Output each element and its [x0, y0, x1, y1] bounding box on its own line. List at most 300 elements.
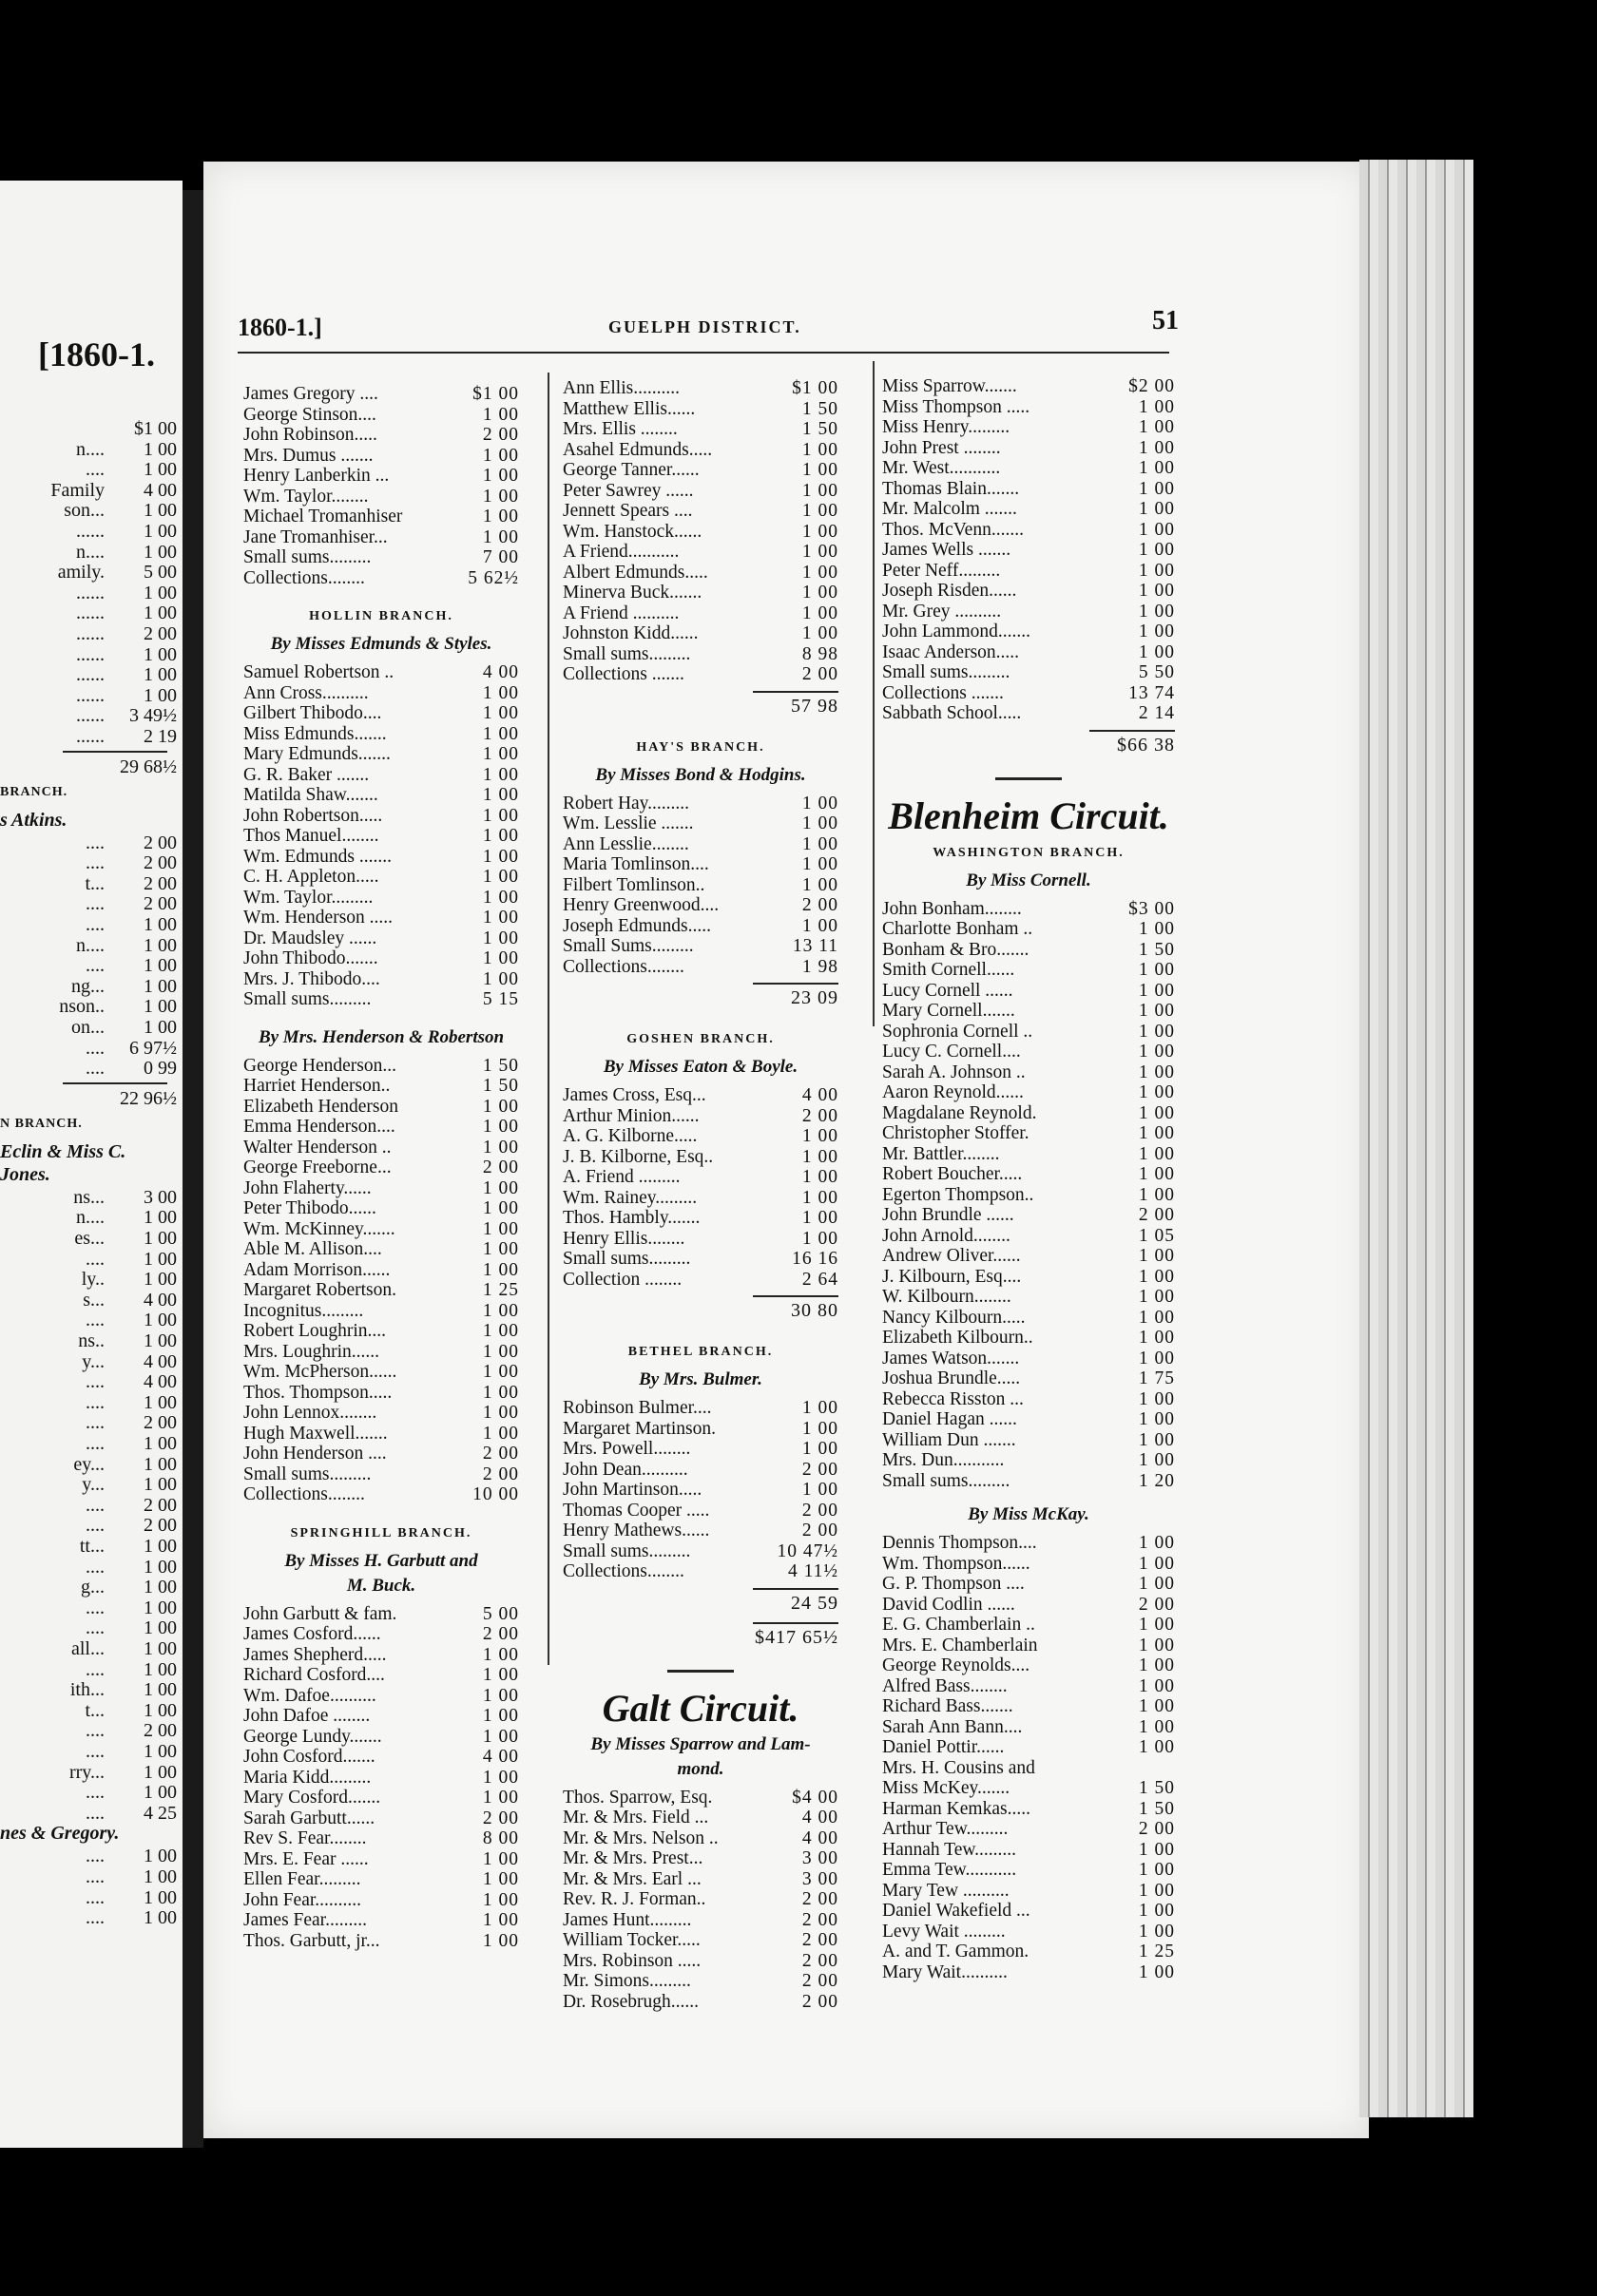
ledger-row	[563, 378, 838, 399]
left-row-amount: 1 00	[144, 914, 177, 935]
ledger-row	[243, 1747, 519, 1768]
donation-amount: 1 00	[1138, 622, 1175, 641]
donation-amount: 2 00	[801, 1521, 838, 1540]
ledger-row	[243, 1342, 519, 1363]
donation-amount: 4 00	[482, 662, 519, 682]
left-row-text: y...	[82, 1474, 105, 1496]
donation-amount: 1 00	[482, 948, 519, 968]
donor-name: John Dafoe ........	[243, 1706, 371, 1726]
ledger-row	[563, 1126, 838, 1147]
ledger-row	[882, 1758, 1175, 1779]
left-row-amount: 1 00	[144, 1310, 177, 1331]
donor-name: James Wells .......	[882, 540, 1011, 560]
left-row-amount: 1 00	[144, 1577, 177, 1598]
left-page	[0, 181, 183, 2148]
ledger-row	[563, 1930, 838, 1951]
ledger-row	[243, 1604, 519, 1625]
donation-amount: 1 00	[801, 1480, 838, 1500]
donor-name: Peter Sawrey ......	[563, 480, 694, 501]
donor-name: Magdalane Reynold.	[882, 1102, 1037, 1123]
left-row-text: s...	[83, 1289, 105, 1311]
ledger-row	[243, 547, 519, 568]
ledger-row	[882, 1144, 1175, 1165]
donor-name: Matilda Shaw.......	[243, 785, 378, 805]
donation-amount: 1 00	[482, 1239, 519, 1259]
donor-name: John Thibodo.......	[243, 948, 378, 968]
ledger-row	[882, 1717, 1175, 1738]
donation-amount: 1 00	[482, 867, 519, 887]
donor-name: Emma Henderson....	[243, 1117, 395, 1137]
ledger-row	[882, 1574, 1175, 1595]
ledger-row	[563, 1270, 838, 1291]
left-row-amount: 1 00	[144, 1699, 177, 1721]
donation-amount: 1 00	[1138, 437, 1175, 458]
donor-name: Mary Cosford.......	[243, 1788, 381, 1808]
ledger-row	[882, 1595, 1175, 1616]
ledger-row	[882, 1533, 1175, 1554]
donation-amount: 1 00	[1138, 396, 1175, 417]
donor-name: Wm. Rainey.........	[563, 1187, 698, 1208]
donor-name: John Prest ........	[882, 437, 1001, 458]
left-row-amount: 1 00	[144, 1658, 177, 1680]
donation-amount: 10 00	[472, 1484, 519, 1504]
donation-amount: 1 00	[801, 833, 838, 854]
donor-name: Maria Kidd.........	[243, 1767, 372, 1788]
left-row-amount: 2 00	[144, 1412, 177, 1434]
section-total: $66 38	[1117, 734, 1175, 756]
ledger-row	[882, 1022, 1175, 1043]
donor-name: Mr. & Mrs. Field ...	[563, 1808, 709, 1827]
left-row-text: g...	[81, 1577, 105, 1598]
ledger-row	[882, 540, 1175, 561]
donor-name: Mr. Simons.........	[563, 1971, 691, 1991]
ledger-row	[563, 664, 838, 685]
ledger-row	[563, 1147, 838, 1168]
donation-amount: 1 00	[482, 1423, 519, 1444]
left-row-amount: 1 00	[144, 582, 177, 603]
donor-name: James Cross, Esq...	[563, 1085, 706, 1105]
donor-name: Egerton Thompson..	[882, 1184, 1034, 1205]
donation-amount: 2 00	[482, 425, 519, 445]
donation-amount: 1 25	[1138, 1942, 1175, 1961]
left-row-amount: 1 00	[144, 1248, 177, 1270]
left-row-text: ....	[86, 1782, 105, 1804]
donor-name: William Tocker.....	[563, 1930, 701, 1950]
donation-amount: $2 00	[1128, 376, 1175, 396]
left-row-text: ....	[86, 1741, 105, 1762]
ledger-row	[563, 1869, 838, 1890]
column-divider	[548, 373, 549, 1665]
section-title: SPRINGHILL BRANCH.	[290, 1525, 472, 1540]
donor-name: Sophronia Cornell ..	[882, 1021, 1033, 1042]
ledger-row	[882, 960, 1175, 981]
ledger-row	[882, 1799, 1175, 1820]
donation-amount: 1 00	[482, 1930, 519, 1951]
left-row-text: ....	[86, 893, 105, 915]
donation-amount: 1 00	[1138, 960, 1175, 980]
donation-amount: 1 00	[482, 1300, 519, 1321]
donation-amount: 8 98	[801, 643, 838, 664]
donation-amount: 1 00	[482, 466, 519, 486]
donor-name: A Friend...........	[563, 542, 680, 562]
col1-list-a	[243, 384, 519, 588]
donation-amount: 1 00	[482, 1259, 519, 1280]
left-row-text: ....	[86, 1037, 105, 1059]
ledger-row	[882, 1778, 1175, 1799]
donation-amount: 1 00	[801, 623, 838, 643]
ledger-row	[243, 683, 519, 704]
left-row-amount: 1 00	[144, 1536, 177, 1557]
ledger-row	[563, 1460, 838, 1481]
donation-amount: 1 00	[482, 682, 519, 703]
donation-amount: $1 00	[472, 384, 519, 404]
left-row-amount: 2 00	[144, 1720, 177, 1742]
donor-name: Joseph Risden......	[882, 581, 1017, 601]
ledger-row	[882, 1676, 1175, 1697]
donor-name: Richard Bass.......	[882, 1696, 1013, 1716]
ledger-row	[243, 1403, 519, 1424]
donor-name: Johnston Kidd......	[563, 623, 699, 643]
header-title: GUELPH DISTRICT.	[608, 317, 801, 336]
ledger-row	[882, 561, 1175, 582]
left-row-amount: 1 00	[144, 955, 177, 977]
donation-amount: 1 00	[801, 542, 838, 562]
ledger-row	[882, 1042, 1175, 1062]
donor-name: John Martinson.....	[563, 1480, 702, 1500]
left-row-amount: 1 00	[144, 1269, 177, 1291]
donor-name: George Tanner......	[563, 460, 700, 480]
ledger-row	[563, 1501, 838, 1521]
ledger-row	[882, 1226, 1175, 1247]
donor-name: Wm. Hanstock......	[563, 521, 702, 542]
donation-amount: 1 00	[1138, 1635, 1175, 1655]
donor-name: Gilbert Thibodo....	[243, 703, 382, 723]
donor-name: John Dean..........	[563, 1459, 688, 1480]
ledger-row	[882, 1942, 1175, 1962]
donation-amount: 1 00	[801, 562, 838, 583]
left-row-text: n....	[76, 438, 105, 460]
ledger-row	[882, 1962, 1175, 1983]
donation-amount: 2 00	[801, 1105, 838, 1126]
donor-name: W. Kilbourn........	[882, 1287, 1011, 1307]
left-row-text: ....	[86, 1391, 105, 1413]
section-title: GOSHEN BRANCH.	[626, 1032, 775, 1046]
left-row-amount: 1 00	[144, 521, 177, 542]
section-byline: By Miss Cornell.	[966, 870, 1091, 890]
ledger-row	[563, 1106, 838, 1127]
ledger-row	[243, 908, 519, 928]
ledger-row	[243, 384, 519, 405]
donor-name: Thos Manuel........	[243, 826, 379, 846]
donor-name: Maria Tomlinson....	[563, 854, 709, 874]
donor-name: Incognitus.........	[243, 1300, 364, 1321]
donor-name: Sarah Garbutt......	[243, 1808, 375, 1828]
donor-name: Alfred Bass........	[882, 1675, 1008, 1696]
header-year: 1860-1.]	[238, 314, 322, 341]
ledger-row	[243, 703, 519, 724]
left-row-text: ....	[86, 1866, 105, 1887]
ledger-row	[243, 1484, 519, 1505]
donation-amount: 1 00	[482, 887, 519, 908]
donor-name: Thomas Cooper .....	[563, 1500, 710, 1521]
ledger-row	[243, 1788, 519, 1808]
donation-amount: 1 00	[1138, 478, 1175, 499]
donor-name: Mrs. Powell........	[563, 1439, 691, 1459]
page-edges	[1359, 160, 1473, 2117]
donor-name: Small sums.........	[882, 662, 1010, 682]
donation-amount: 1 00	[482, 1726, 519, 1747]
ledger-row	[243, 867, 519, 888]
donor-name: James Cosford......	[243, 1624, 381, 1644]
donor-name: Dennis Thompson....	[882, 1533, 1037, 1553]
donation-amount: 1 00	[482, 507, 519, 526]
donation-amount: 1 00	[1138, 581, 1175, 601]
left-row-text: ....	[86, 1802, 105, 1824]
ledger-row	[243, 1158, 519, 1178]
section-byline: By Miss McKay.	[968, 1504, 1089, 1524]
donor-name: Mr. & Mrs. Earl ...	[563, 1868, 702, 1889]
ledger-row	[563, 813, 838, 834]
left-row-amount: 1 00	[144, 1556, 177, 1578]
donation-amount: 4 00	[801, 1808, 838, 1827]
ledger-row	[882, 499, 1175, 520]
column-divider	[873, 361, 875, 1026]
donor-name: Nancy Kilbourn.....	[882, 1307, 1026, 1328]
left-row-amount: 2 00	[144, 872, 177, 894]
donation-amount: 1 00	[482, 1341, 519, 1362]
ledger-row	[563, 1971, 838, 1992]
donation-amount: 1 00	[801, 521, 838, 542]
left-row-text: ......	[76, 726, 105, 747]
donation-amount: 1 00	[482, 1644, 519, 1665]
section-title: WASHINGTON BRANCH.	[933, 845, 1125, 860]
section-total: 24 59	[791, 1592, 838, 1614]
ledger-row	[882, 1287, 1175, 1308]
donation-amount: 1 00	[1138, 1266, 1175, 1287]
donation-amount: 1 00	[1138, 1921, 1175, 1942]
donation-amount: 1 00	[482, 1362, 519, 1382]
donor-name: Wm. Lesslie .......	[563, 813, 694, 833]
donation-amount: 1 00	[1138, 1062, 1175, 1082]
donation-amount: 2 00	[482, 1624, 519, 1644]
donor-name: Mary Cornell.......	[882, 1001, 1015, 1021]
left-row-amount: 1 00	[144, 1782, 177, 1804]
ledger-row	[243, 1645, 519, 1666]
left-row-text: ....	[86, 1371, 105, 1393]
section-total: 23 09	[791, 987, 838, 1008]
donor-name: Collections .......	[563, 664, 684, 684]
donation-amount: 1 00	[1138, 1880, 1175, 1901]
col2-list-d	[563, 1398, 838, 1582]
donor-name: James Fear.........	[243, 1910, 367, 1930]
donor-name: Robinson Bulmer....	[563, 1398, 712, 1418]
donation-amount: 1 00	[1138, 1328, 1175, 1348]
donor-name: Dr. Maudsley ......	[243, 928, 377, 948]
ledger-row	[882, 981, 1175, 1002]
circuit-rule	[667, 1670, 734, 1673]
left-row-text: amily.	[57, 562, 105, 584]
donor-name: Mr. Grey ..........	[882, 601, 1002, 622]
col2-list-c	[563, 1085, 838, 1290]
left-total-rule	[63, 751, 167, 753]
ledger-row	[563, 1249, 838, 1270]
donor-name: Wm. Henderson .....	[243, 908, 394, 928]
left-row-amount: 1 00	[144, 1846, 177, 1867]
donor-name: Bonham & Bro.......	[882, 939, 1029, 960]
donation-amount: 1 00	[801, 874, 838, 895]
left-row-amount: 5 00	[144, 562, 177, 584]
left-row-amount: 1 00	[144, 1017, 177, 1038]
donation-amount: 1 00	[801, 1228, 838, 1249]
donation-amount: 1 00	[1138, 458, 1175, 478]
donor-name: James Gregory ....	[243, 384, 378, 404]
left-row-text: rry...	[68, 1761, 105, 1783]
donor-name: Adam Morrison......	[243, 1259, 391, 1280]
left-row-amount: 1 00	[144, 438, 177, 460]
left-row-amount: 1 00	[144, 934, 177, 956]
ledger-row	[882, 1308, 1175, 1329]
donor-name: Charlotte Bonham ..	[882, 919, 1033, 939]
donor-name: Small sums.........	[563, 1540, 691, 1561]
donation-amount: 1 00	[1138, 519, 1175, 540]
left-row-text: ......	[76, 705, 105, 727]
donation-amount: 1 00	[482, 1137, 519, 1158]
ledger-row	[243, 1301, 519, 1322]
donation-amount: 1 00	[482, 445, 519, 466]
ledger-row	[243, 1869, 519, 1890]
donation-amount: 1 00	[1138, 540, 1175, 560]
left-row-text: ....	[86, 1248, 105, 1270]
left-row-amount: 1 00	[144, 1330, 177, 1351]
left-row-amount: 2 19	[144, 726, 177, 747]
ledger-row	[882, 1655, 1175, 1676]
ledger-row	[563, 603, 838, 624]
grand-total: $417 65½	[755, 1626, 838, 1648]
donor-name: Sarah A. Johnson ..	[882, 1062, 1026, 1082]
donation-amount: 1 00	[1138, 1287, 1175, 1307]
ledger-row	[882, 1409, 1175, 1430]
donor-name: Wm. Taylor.........	[243, 887, 374, 908]
donor-name: Thos. McVenn.......	[882, 519, 1024, 540]
left-row-text: ng...	[71, 975, 105, 997]
section-title: BETHEL BRANCH.	[627, 1345, 774, 1359]
donor-name: Thomas Blain.......	[882, 478, 1020, 499]
left-row-amount: 4 25	[144, 1802, 177, 1824]
donor-name: Wm. Thompson......	[882, 1553, 1030, 1574]
left-row-amount: 1 00	[144, 1474, 177, 1496]
donation-amount: 2 00	[1138, 1594, 1175, 1615]
donor-name: Jennett Spears ....	[563, 501, 693, 521]
donation-amount: 1 00	[801, 480, 838, 501]
left-row-amount: 1 00	[144, 1886, 177, 1908]
left-row-amount: 1 00	[144, 603, 177, 624]
left-row-text: n....	[76, 541, 105, 563]
donor-name: Richard Cosford....	[243, 1665, 385, 1685]
ledger-row	[243, 1097, 519, 1118]
donor-name: Mrs. Loughrin......	[243, 1341, 379, 1362]
left-row-text: ....	[86, 914, 105, 935]
donor-name: Minerva Buck.......	[563, 583, 702, 603]
ledger-row	[563, 1521, 838, 1541]
section-byline: By Misses Bond & Hodgins.	[595, 764, 806, 785]
left-row-text: ......	[76, 521, 105, 542]
donation-amount: 1 00	[482, 744, 519, 764]
donor-name: J. B. Kilborne, Esq..	[563, 1146, 714, 1167]
left-row-text: ....	[86, 1907, 105, 1929]
left-row-amount: 3 00	[144, 1186, 177, 1208]
donor-name: Small sums.........	[563, 1249, 691, 1269]
donation-amount: 1 00	[482, 404, 519, 425]
donation-amount: 2 00	[801, 895, 838, 915]
donor-name: Miss Thompson .....	[882, 396, 1030, 417]
ledger-row	[243, 446, 519, 467]
circuit-rule	[995, 777, 1062, 780]
ledger-row	[563, 1992, 838, 2013]
donation-amount: $1 00	[792, 378, 838, 398]
donor-name: Filbert Tomlinson..	[563, 874, 705, 895]
donation-amount: 1 00	[482, 1706, 519, 1726]
donation-amount: 1 00	[482, 1788, 519, 1808]
donor-name: Samuel Robertson ..	[243, 662, 394, 682]
left-row-text: ns..	[78, 1330, 105, 1351]
ledger-row	[882, 1185, 1175, 1206]
ledger-row	[243, 948, 519, 969]
donor-name: Walter Henderson ..	[243, 1137, 392, 1158]
donor-name: George Lundy.......	[243, 1726, 382, 1747]
left-row-text: ......	[76, 664, 105, 686]
section-byline: By Misses Eaton & Boyle.	[603, 1057, 798, 1077]
donation-amount: 1 00	[482, 1889, 519, 1910]
ledger-row	[882, 1471, 1175, 1492]
donation-amount: 1 00	[1138, 641, 1175, 662]
left-row-text: ....	[86, 1412, 105, 1434]
ledger-row	[563, 1480, 838, 1501]
donor-name: John Robinson.....	[243, 425, 377, 445]
left-row-amount: 1 00	[144, 1597, 177, 1618]
left-row-amount: 1 00	[144, 459, 177, 481]
donor-name: Peter Thibodo......	[243, 1198, 376, 1218]
col1-list-b	[243, 662, 519, 1010]
left-row-amount: 2 00	[144, 623, 177, 644]
donor-name: Wm. Taylor........	[243, 486, 369, 507]
left-row-text: ....	[86, 1058, 105, 1080]
donor-name: Mr. & Mrs. Prest...	[563, 1848, 703, 1868]
left-row-amount: 1 00	[144, 664, 177, 686]
donation-amount: 1 00	[801, 793, 838, 813]
donor-name: Mr. Battler........	[882, 1143, 1000, 1164]
donation-amount: 1 00	[482, 846, 519, 867]
donor-name: Arthur Tew.........	[882, 1819, 1009, 1839]
donor-name: Daniel Wakefield ...	[882, 1901, 1030, 1921]
donor-name: Joshua Brundle.....	[882, 1368, 1021, 1388]
donation-amount: 1 00	[1138, 1021, 1175, 1042]
donor-name: John Lennox........	[243, 1403, 377, 1423]
donation-amount: 2 00	[801, 1950, 838, 1971]
ledger-row	[243, 1727, 519, 1748]
donor-name: A. Friend .........	[563, 1167, 681, 1187]
donation-amount: 4 00	[801, 1827, 838, 1848]
donation-amount: 2 00	[1138, 1205, 1175, 1225]
ledger-row	[882, 622, 1175, 642]
ledger-row	[563, 644, 838, 665]
ledger-row	[882, 1349, 1175, 1369]
donor-name: Collection ........	[563, 1269, 683, 1290]
ledger-row	[563, 583, 838, 603]
donation-amount: 2 00	[482, 1158, 519, 1177]
donor-name: C. H. Appleton.....	[243, 867, 379, 887]
left-row-text: ....	[86, 459, 105, 481]
donor-name: Mrs. Ellis ........	[563, 419, 678, 439]
